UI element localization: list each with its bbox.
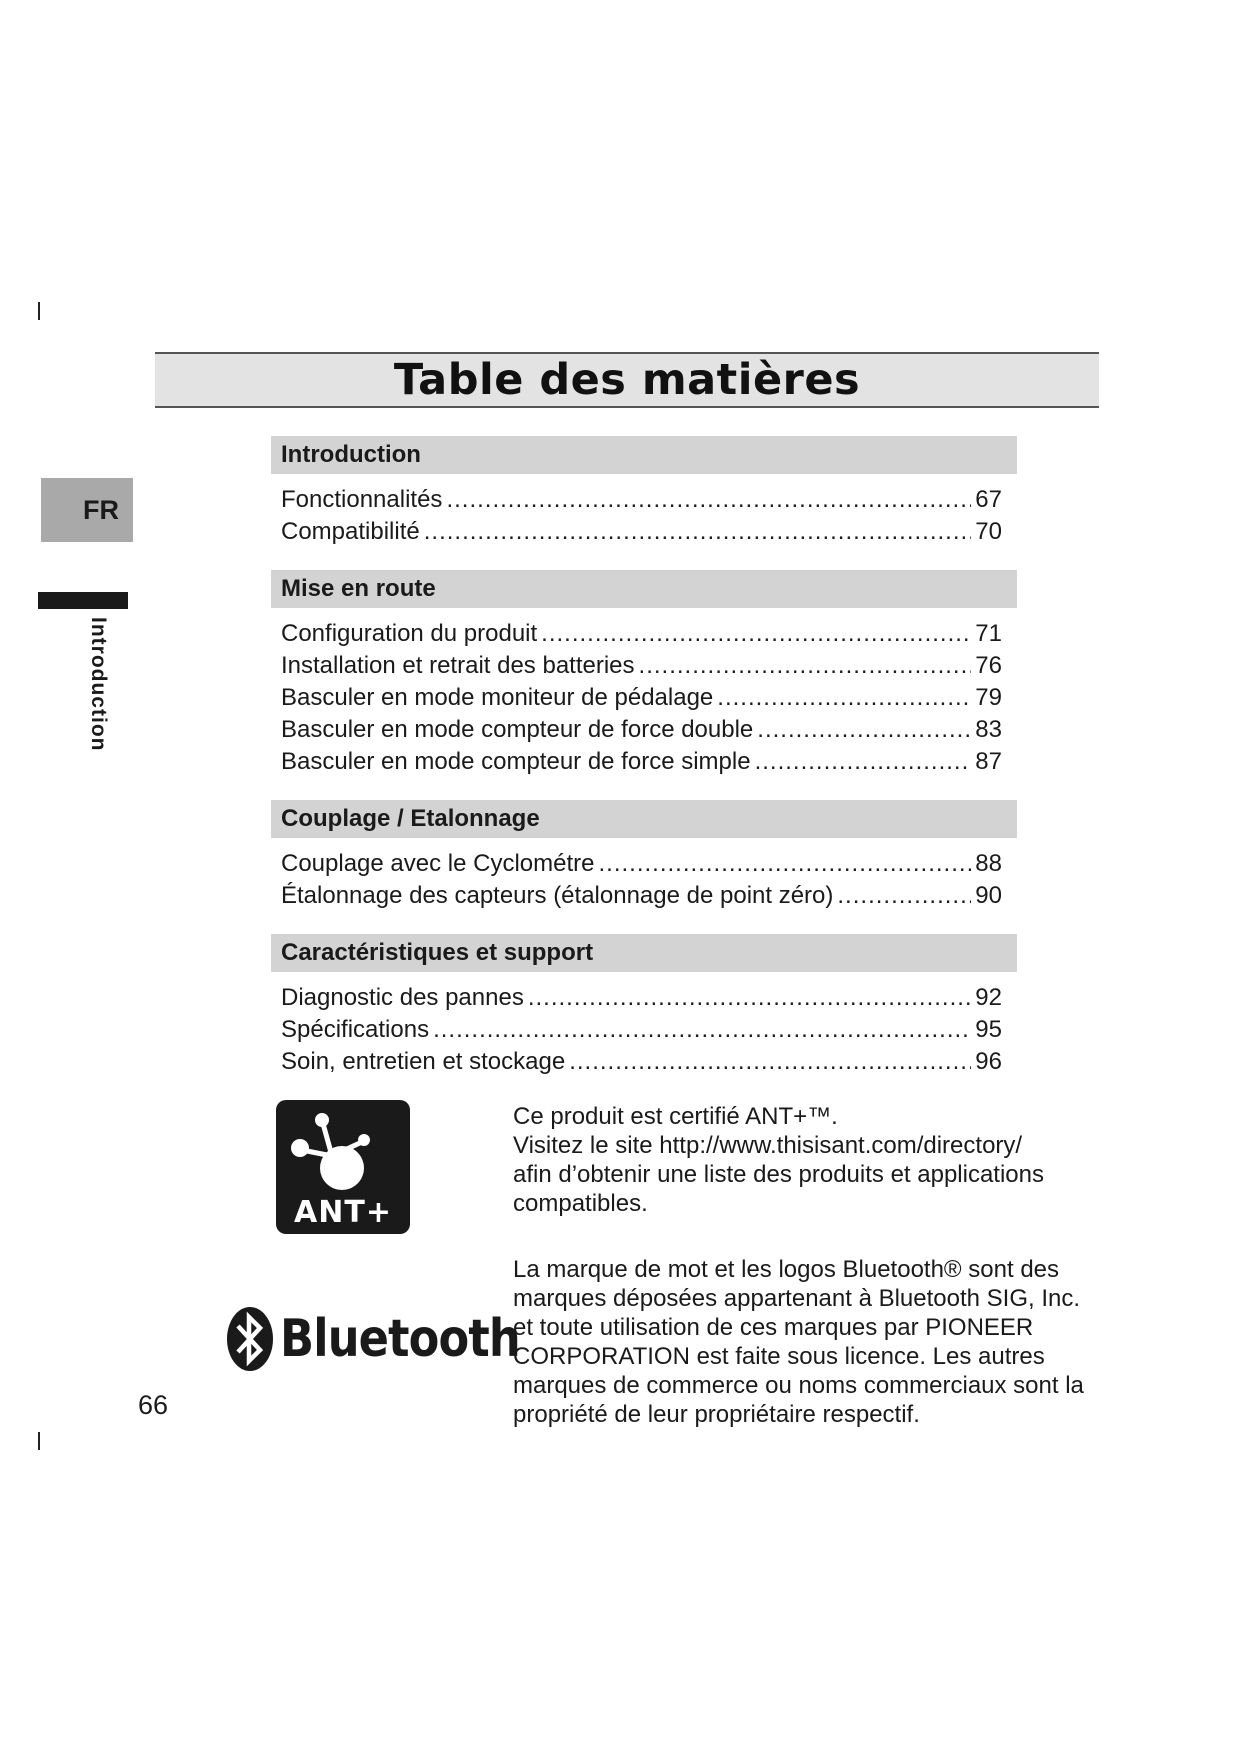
toc-dot-leader: [837, 880, 971, 912]
bluetooth-logo: [226, 1306, 559, 1372]
toc-section: [271, 436, 1017, 548]
toc-entry-title: Étalonnage des capteurs (étalonnage de point zéro): [281, 882, 834, 909]
toc-section: [271, 800, 1017, 912]
page-number: 66: [138, 1390, 169, 1420]
bluetooth-icon: [226, 1306, 274, 1372]
toc-section-heading: Introduction: [271, 436, 1017, 474]
ant-text-line: afin d’obtenir une liste des produits et applications: [513, 1161, 1044, 1188]
bluetooth-text-line: marques de commerce ou noms commerciaux sont la: [513, 1372, 1084, 1399]
ant-text-line: Ce produit est certifié ANT+™.: [513, 1103, 838, 1130]
toc-entry[interactable]: [281, 1014, 1002, 1046]
toc-section-heading: Caractéristiques et support: [271, 934, 1017, 972]
toc-entry-title: Basculer en mode compteur de force double: [281, 716, 754, 743]
toc-dot-leader: [717, 682, 971, 714]
toc-entry-page: 92: [975, 984, 1002, 1011]
toc-entry-title: Soin, entretien et stockage: [281, 1048, 566, 1075]
toc-entry-title: Installation et retrait des batteries: [281, 652, 635, 679]
language-tab: FR: [41, 478, 133, 542]
toc-dot-leader: [433, 1014, 971, 1046]
crop-mark-top: [38, 302, 40, 320]
toc-dot-leader: [424, 516, 972, 548]
bluetooth-text-line: marques déposées appartenant à Bluetooth SIG, Inc.: [513, 1285, 1081, 1312]
toc-entry[interactable]: [281, 1046, 1002, 1078]
toc-entry[interactable]: [281, 516, 1002, 548]
toc-entry-page: 90: [975, 882, 1002, 909]
bluetooth-trademark-text: [513, 1255, 1133, 1429]
toc-entry[interactable]: [281, 848, 1002, 880]
toc-entry-page: 71: [975, 620, 1002, 647]
toc-dot-leader: [757, 714, 971, 746]
toc-entry[interactable]: [281, 982, 1002, 1014]
bluetooth-text-line: CORPORATION est faite sous licence. Les autres: [513, 1343, 1045, 1370]
section-side-label: Introduction: [87, 617, 110, 752]
toc-entry-title: Compatibilité: [281, 518, 420, 545]
toc-section: [271, 570, 1017, 778]
toc-entry-title: Spécifications: [281, 1016, 430, 1043]
toc-entry-page: 67: [975, 486, 1002, 513]
toc-entry-page: 96: [975, 1048, 1002, 1075]
page-title: Table des matières: [393, 355, 861, 405]
toc-entry[interactable]: [281, 880, 1002, 912]
toc-entry-title: Basculer en mode compteur de force simple: [281, 748, 751, 775]
bluetooth-text-line: propriété de leur propriétaire respectif.: [513, 1401, 920, 1428]
toc-entry-page: 83: [975, 716, 1002, 743]
toc-section-heading: Couplage / Etalonnage: [271, 800, 1017, 838]
toc-dot-leader: [541, 618, 971, 650]
toc-section: [271, 934, 1017, 1078]
toc-entry[interactable]: [281, 714, 1002, 746]
bluetooth-text-line: La marque de mot et les logos Bluetooth® sont des: [513, 1256, 1060, 1283]
toc-entry-title: Diagnostic des pannes: [281, 984, 524, 1011]
toc-entry[interactable]: [281, 746, 1002, 778]
toc-entry-page: 70: [975, 518, 1002, 545]
toc-dot-leader: [639, 650, 972, 682]
toc-entry[interactable]: [281, 618, 1002, 650]
crop-mark-bottom: [38, 1432, 40, 1450]
toc-entry-title: Basculer en mode moniteur de pédalage: [281, 684, 714, 711]
toc-section-heading: Mise en route: [271, 570, 1017, 608]
bluetooth-wordmark: Bluetooth: [280, 1309, 520, 1369]
toc-entry-page: 76: [975, 652, 1002, 679]
ant-logo-text: ANT+: [294, 1195, 392, 1230]
toc-dot-leader: [569, 1046, 971, 1078]
toc-dot-leader: [446, 484, 971, 516]
table-of-contents: [271, 436, 1017, 1100]
toc-entry[interactable]: [281, 484, 1002, 516]
toc-entry-title: Couplage avec le Cyclométre: [281, 850, 595, 877]
title-band: [155, 352, 1099, 408]
toc-entry-page: 95: [975, 1016, 1002, 1043]
toc-entry-page: 88: [975, 850, 1002, 877]
ant-plus-logo: [274, 1098, 412, 1236]
ant-text-line: compatibles.: [513, 1190, 648, 1217]
toc-entry-page: 87: [975, 748, 1002, 775]
toc-dot-leader: [599, 848, 972, 880]
bluetooth-text-line: et toute utilisation de ces marques par PIONEER: [513, 1314, 1034, 1341]
toc-dot-leader: [528, 982, 971, 1014]
toc-entry-title: Configuration du produit: [281, 620, 538, 647]
section-marker-bar: [38, 592, 128, 609]
ant-certification-text: [513, 1102, 1113, 1218]
toc-entry[interactable]: [281, 650, 1002, 682]
toc-entry-page: 79: [975, 684, 1002, 711]
toc-dot-leader: [755, 746, 972, 778]
toc-entry[interactable]: [281, 682, 1002, 714]
toc-entry-title: Fonctionnalités: [281, 486, 443, 513]
ant-text-line: Visitez le site http://www.thisisant.com/directory/: [513, 1132, 1023, 1159]
